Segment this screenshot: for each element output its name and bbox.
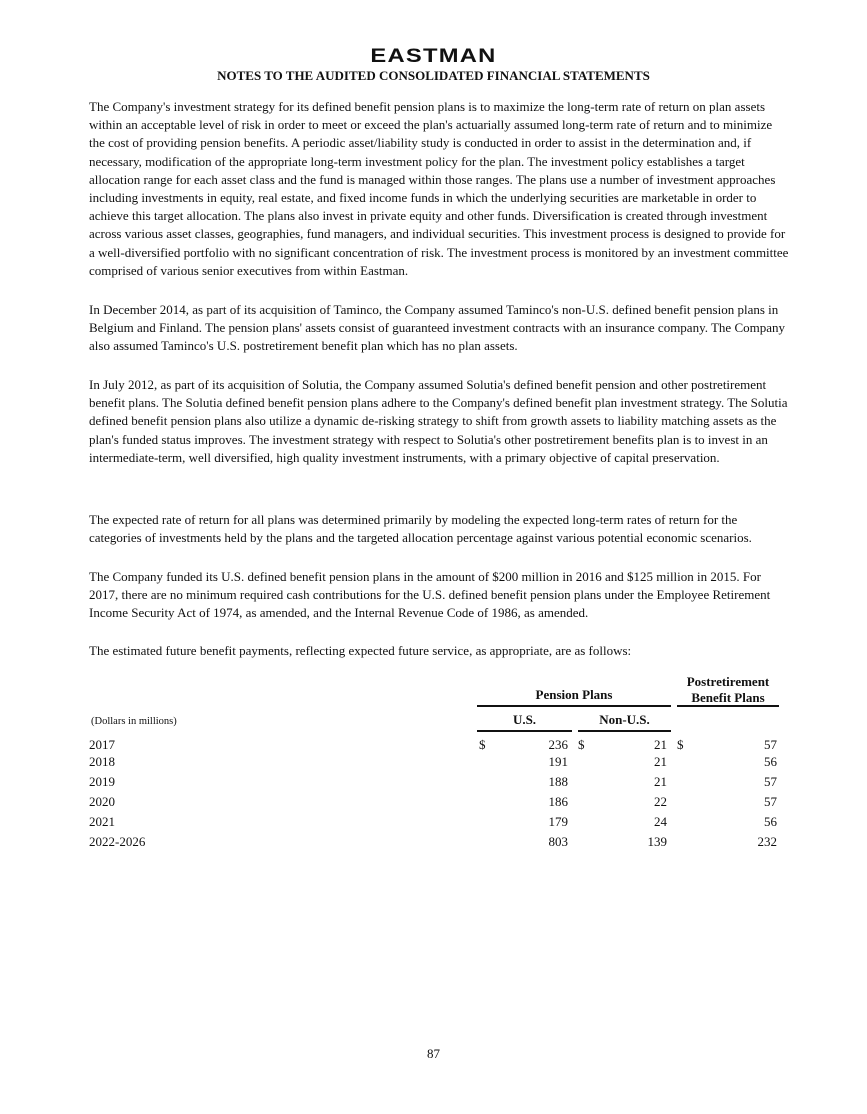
table-cell-postretirement: 56 [764,754,777,769]
paragraph-taminco: In December 2014, as part of its acquisition of Taminco, the Company assumed Taminco's non-U.S. defined benefit pension plans in Belgium and Finland. The pension plans' assets consist of guaranteed investment contracts with an insurance company. The Company also assumed Taminco's U.S. postretirement benefit plan which has no plan assets. [89,302,786,354]
table-cell-us: 188 [548,774,568,789]
table-row-year: 2017 [89,737,115,752]
table-row-year: 2021 [89,814,115,829]
pension-plans-header: Pension Plans [535,687,613,702]
table-cell-nonus: 21 [654,754,667,769]
col-header-nonus: Non-U.S. [599,712,650,727]
paragraph-expected-return: The expected rate of return for all plans was determined primarily by modeling the expected long-term rates of return for the categories of investments held by the plans and the targeted allocation percentage against various potential economic scenarios. [89,512,752,546]
unit-label: (Dollars in millions) [91,716,177,727]
postretirement-rule [677,705,779,707]
table-cell-postretirement: 57 [764,794,777,809]
page-number: 87 [427,1046,440,1061]
company-logo: EASTMAN [370,46,497,67]
table-cell-nonus: 22 [654,794,667,809]
table-cell-us: 236 [548,737,568,752]
table-cell-nonus: 21 [654,774,667,789]
table-row-year: 2019 [89,774,115,789]
table-cell-us: 803 [548,834,568,849]
page-title: NOTES TO THE AUDITED CONSOLIDATED FINANCIAL STATEMENTS [217,68,650,83]
postretirement-header-line2: Benefit Plans [691,690,765,705]
paragraph-investment-strategy: The Company's investment strategy for its defined benefit pension plans is to maximize the long-term rate of return on plan assets within an acceptable level of risk in order to meet or exceed the plan's actuarially assumed long-term rate of return and to minimize the cost of providing pension benefits. A periodic asset/liability study is conducted in order to assist in the determination and, if necessary, modification of the appropriate long-term investment policy for the plan. The investment policy establishes a target allocation range for each asset class and the fund is managed within those ranges. The plans use a number of investment approaches including investments in equity, real estate, and fixed income funds in which the underlying securities are marketable in order to achieve this target allocation. The plans also invest in private equity and other funds. Diversification is created through investment across various asset classes, geographies, fund managers, and individual securities. This investment process is designed to provide for a well-diversified portfolio with no significant concentration of risk. The investment process is monitored by an investment committee comprised of various senior executives from within Eastman. [89,99,789,278]
col-nonus-rule [578,730,671,732]
paragraph-future-payments-intro: The estimated future benefit payments, reflecting expected future service, as appropriate, are as follows: [89,643,632,658]
col-header-us: U.S. [512,712,537,727]
col-us-rule [477,730,572,732]
paragraph-funding: The Company funded its U.S. defined benefit pension plans in the amount of $200 million in 2016 and $125 million in 2015. For 2017, there are no minimum required cash contributions for the U.S. defined benefit pension plans under the Employee Retirement Income Security Act of 1974, as amended, and the Internal Revenue Code of 1986, as amended. [89,569,771,621]
table-cell-us: 179 [548,814,568,829]
postretirement-header-line1: Postretirement [686,674,770,689]
currency-symbol: $ [578,737,585,752]
table-row-year: 2018 [89,754,115,769]
table-row-year: 2020 [89,794,115,809]
table-cell-us: 191 [548,754,568,769]
table-cell-us: 186 [548,794,568,809]
table-cell-postretirement: 57 [764,737,777,752]
table-cell-postretirement: 232 [757,834,777,849]
table-cell-nonus: 24 [654,814,667,829]
paragraph-solutia: In July 2012, as part of its acquisition of Solutia, the Company assumed Solutia's defined benefit pension and other postretirement benefit plans. The Solutia defined benefit pension plans adhere to the Company's defined benefit plan investment strategy. The Solutia defined benefit pension plans also utilize a dynamic de-risking strategy to shift from growth assets to liability matching assets as the plan's funded status improves. The investment strategy with respect to Solutia's other postretirement benefits plan is to invest in an intermediate-term, well diversified, high quality investment instruments, with a primary objective of capital preservation. [89,377,788,465]
table-cell-postretirement: 56 [764,814,777,829]
pension-plans-rule [477,705,671,707]
currency-symbol: $ [677,737,684,752]
currency-symbol: $ [479,737,486,752]
table-row-year: 2022-2026 [89,834,146,849]
table-cell-postretirement: 57 [764,774,777,789]
table-cell-nonus: 139 [647,834,667,849]
table-cell-nonus: 21 [654,737,667,752]
